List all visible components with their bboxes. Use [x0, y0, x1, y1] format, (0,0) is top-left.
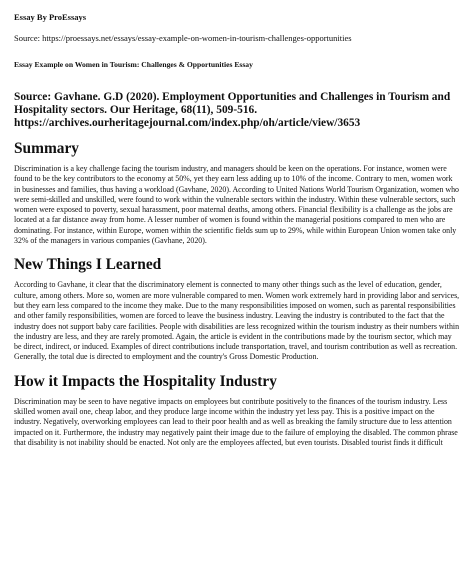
section-body-summary: Discrimination is a key challenge facing the tourism industry, and managers should be keen on the operations. For instance, women were found to be the key contributors to the economy at 50%, yet they earn less adding up to 10% of the income. Contrary to men, women work in businesses and families, thus having a workload (Gavhane, 2020). According to United Nations World Tourism Organization, women who were semi-skilled and unskilled, were found to work within the vulnerable sectors within the industry. Within these vulnerable sectors, such women were exposed to poverty, sexual harassment, poor maternal deaths, among others. Financial flexibility is a challenge as the jobs are located at a far distance away from home. A lesser number of women is found within the managerial positions compared to men who are dominating. For instance, within Europe, women within the scientific fields sum up to 29%, while within European Union women take only 32% of the managers in various companies (Gavhane, 2020). — [14, 164, 459, 246]
source-url: Source: https://proessays.net/essays/essay-example-on-women-in-tourism-challenges-opportunities — [14, 33, 352, 43]
document-title: Essay Example on Women in Tourism: Challenges & Opportunities Essay — [14, 60, 253, 69]
section-body-new-things: According to Gavhane, it clear that the discriminatory element is connected to many other things such as the level of education, gender, culture, among others. More so, women are more vulnerable compared to men. Women work extremely hard in providing labor and services, but they earn less compared to the income they make. Due to the many responsibilities imposed on women, such as parental responsibilities and other family responsibilities, women are forced to leave the business industry. Leaving the industry is contributed to the fact that the industry does not support baby care facilities. People with disabilities are less recognized within the tourism industry as their numbers within the industry are less, and they are rarely promoted. Again, the article is evident in the contributions made by the tourism sector, which may be direct, indirect, or induced. Examples of direct contributions include transportation, travel, and tourism contribution as well as recreation. Generally, the total due is directed to employment and the country's Gross Domestic Production. — [14, 280, 460, 362]
section-heading-summary: Summary — [14, 140, 79, 157]
section-heading-new-things: New Things I Learned — [14, 256, 162, 274]
citation: Source: Gavhane. G.D (2020). Employment Opportunities and Challenges in Tourism and Hospitality sectors. Our Heritage, 68(11), 509-516. https://archives.ourheritagejournal.com/index.php/oh/article/view/3653 — [14, 91, 451, 129]
brand-label: Essay By ProEssays — [14, 12, 87, 22]
section-heading-impacts: How it Impacts the Hospitality Industry — [14, 372, 277, 390]
section-body-impacts: Discrimination may be seen to have negative impacts on employees but contribute positively to the finances of the tourism industry. Less skilled women avail one, cheap labor, and they produce large income within the industry yet less pay. This is a positive impact on the industry. Negatively, overworking employees can lead to their poor health and as well as breaking the family structure due to less attention impacted on it. Furthermore, the industry may negatively paint their image due to the failure of employing the disabled. The common phrase that disability is not inability should be enacted. Not only are the employees affected, but even tourists. Disabled tourist finds it difficult — [14, 396, 458, 447]
